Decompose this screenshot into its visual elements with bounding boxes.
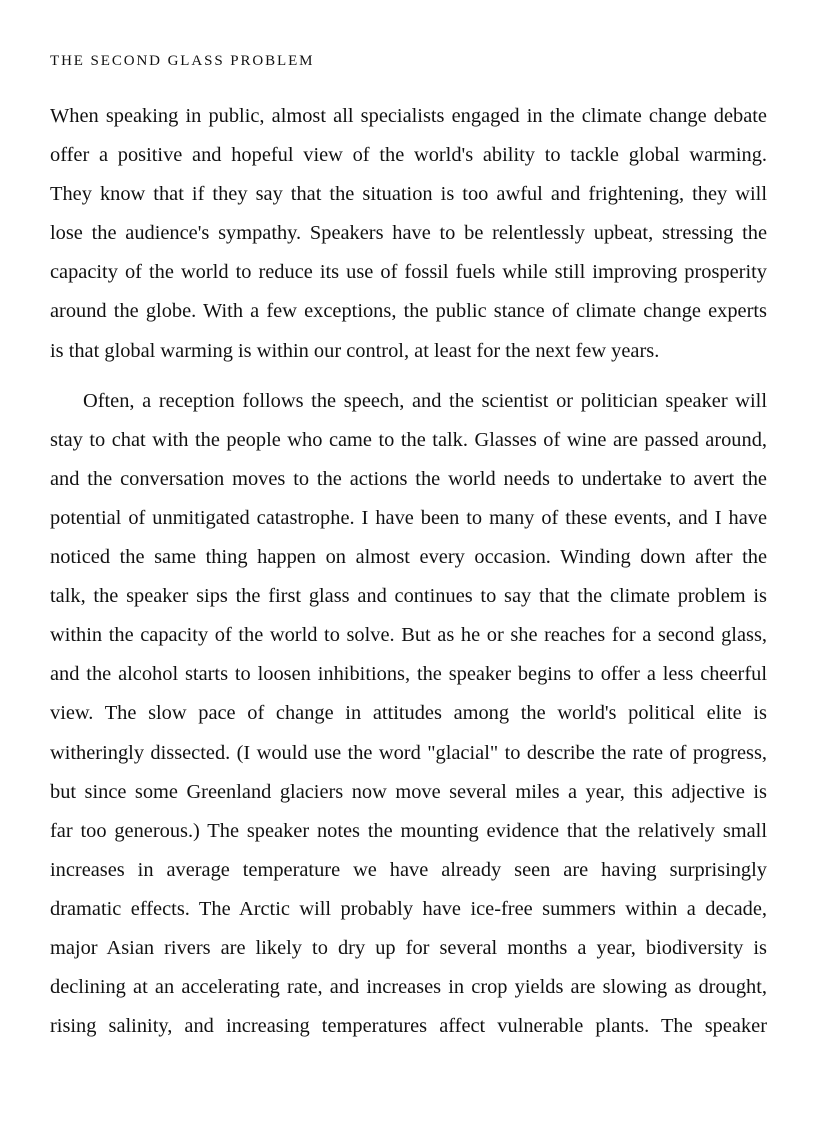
- text-line: within the capacity of the world to solve. But as he or she reaches for a second glass,: [50, 624, 767, 647]
- text-line: but since some Greenland glaciers now move several miles a year, this adjective is: [50, 780, 767, 803]
- paragraph-1: [50, 97, 767, 371]
- text-line: Often, a reception follows the speech, and the scientist or politician speaker will: [83, 389, 767, 412]
- text-line: noticed the same thing happen on almost every occasion. Winding down after the: [50, 546, 767, 569]
- body-text: [50, 97, 767, 1046]
- text-line: They know that if they say that the situation is too awful and frightening, they will: [50, 183, 767, 206]
- text-line: capacity of the world to reduce its use of fossil fuels while still improving prosperity: [50, 261, 767, 284]
- text-line: major Asian rivers are likely to dry up for several months a year, biodiversity is: [50, 936, 767, 959]
- text-line: view. The slow pace of change in attitudes among the world's political elite is: [50, 702, 767, 725]
- text-line: talk, the speaker sips the first glass and continues to say that the climate problem is: [50, 585, 767, 608]
- text-line: stay to chat with the people who came to the talk. Glasses of wine are passed around,: [50, 428, 767, 451]
- text-line: and the conversation moves to the actions the world needs to undertake to avert the: [50, 467, 767, 490]
- text-line: is that global warming is within our control, at least for the next few years.: [50, 339, 660, 362]
- text-line: around the globe. With a few exceptions, the public stance of climate change experts: [50, 300, 767, 323]
- text-line: declining at an accelerating rate, and increases in crop yields are slowing as drought,: [50, 976, 767, 999]
- text-line: When speaking in public, almost all specialists engaged in the climate change debate: [50, 105, 767, 127]
- text-line: potential of unmitigated catastrophe. I have been to many of these events, and I have: [50, 506, 767, 529]
- text-line: dramatic effects. The Arctic will probably have ice-free summers within a decade,: [50, 897, 767, 920]
- paragraph-2: [50, 382, 767, 1047]
- text-line: far too generous.) The speaker notes the mounting evidence that the relatively small: [50, 819, 767, 842]
- text-line: and the alcohol starts to loosen inhibitions, the speaker begins to offer a less cheerful: [50, 663, 767, 686]
- text-line: offer a positive and hopeful view of the world's ability to tackle global warming.: [50, 144, 767, 167]
- running-head: THE SECOND GLASS PROBLEM: [50, 53, 315, 69]
- text-line: rising salinity, and increasing temperatures affect vulnerable plants. The speaker: [50, 1015, 767, 1038]
- text-line: lose the audience's sympathy. Speakers have to be relentlessly upbeat, stressing the: [50, 222, 767, 245]
- text-line: increases in average temperature we have already seen are having surprisingly: [50, 858, 767, 881]
- text-line: witheringly dissected. (I would use the word "glacial" to describe the rate of progress,: [50, 741, 767, 764]
